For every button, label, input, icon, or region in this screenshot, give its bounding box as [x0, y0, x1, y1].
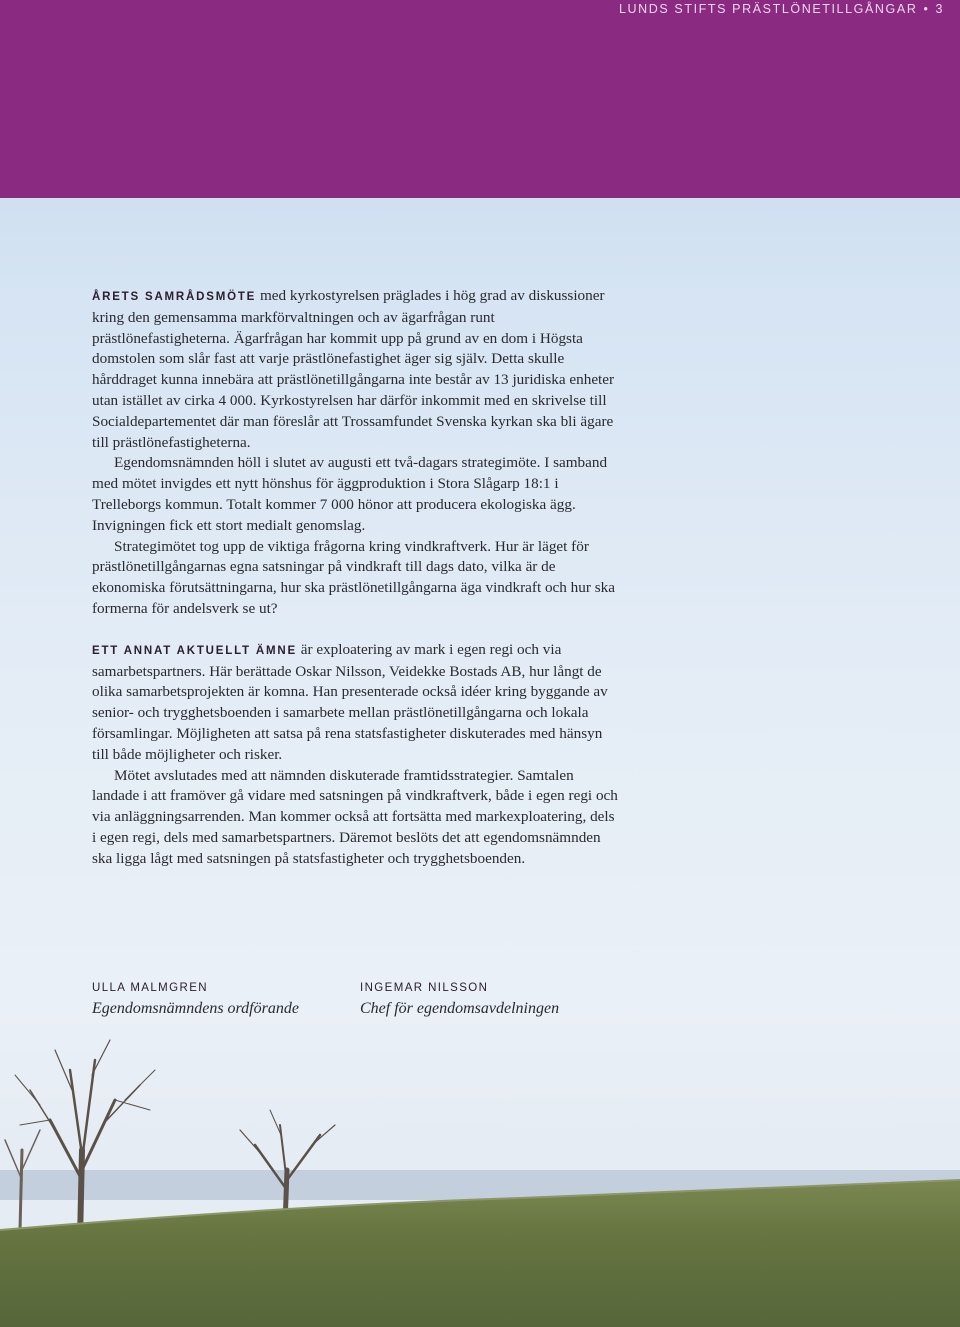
signature-role: Egendomsnämndens ordförande: [92, 1000, 299, 1017]
header-separator: •: [923, 2, 930, 16]
section-gap: [92, 620, 622, 640]
signature-block: [92, 982, 299, 1018]
signature-role: Chef för egendomsavdelningen: [360, 1000, 560, 1017]
publication-title: LUNDS STIFTS PRÄSTLÖNETILLGÅNGAR: [618, 2, 918, 16]
paragraph: Strategimötet tog upp de viktiga frågorna kring vindkraftverk. Hur är läget för prästlönetillgångarnas egna satsningar på vindkraft till dags dato, vilka är de ekonomiska förutsättningarna, hur ska prästlönetillgångarna äga vindkraft och hur ska formerna för andelsverk se ut?: [92, 537, 615, 617]
section-lead-heading: ÅRETS SAMRÅDSMÖTE: [92, 291, 257, 303]
section-lead-heading: ETT ANNAT AKTUELLT ÄMNE: [92, 644, 297, 657]
signature-name: ULLA MALMGREN: [92, 982, 208, 994]
paragraph: [92, 286, 622, 453]
paragraph: [92, 640, 622, 766]
paragraph: Mötet avslutades med att nämnden diskuterade framtidsstrategier. Samtalen landade i att framöver gå vidare med satsningen på vindkraftverk, både i egen regi och via anläggningsarrenden. Man kommer också att fortsätta med markexploatering, dels i egen regi, dels med samarbetspartners. Däremot beslöts det att egendomsnämnden ska ligga lågt med satsningen på statsfastigheter och trygghetsboenden.: [92, 766, 618, 867]
paragraph-text: med kyrkostyrelsen präglades i hög grad av diskussioner kring den gemensamma markförvaltningen och av ägarfrågan runt prästlönefastigheterna. Ägarfrågan har kommit upp på grund av en dom i Högsta domstolen som slår fast att varje prästlönefastighet äger sig själv. Detta skulle hårddraget kunna innebära att prästlönetillgångarna inte består av 13 juridiska enheter utan istället av cirka 4 000. Kyrkostyrelsen har därför inkommit med en skrivelse till Socialdepartementet där man föreslår att Trossamfundet Svenska kyrkan ska bli ägare till prästlönefastigheterna.: [92, 287, 615, 451]
page-number: 3: [935, 2, 944, 16]
signature-name: INGEMAR NILSSON: [360, 982, 489, 994]
grass-field: [0, 1180, 960, 1327]
paragraph-text: är exploatering av mark i egen regi och via samarbetspartners. Här berättade Oskar Nilsson, Veidekke Bostads AB, hur långt de olika samarbetsprojekten är komna. Han presenterade också idéer kring byggande av senior- och trygghetsboenden i samarbete mellan prästlönetillgångarna och lokala församlingar. Möjligheten att satsa på rena statsfastigheter diskuterades med hänsyn till både möjligheter och risker.: [92, 640, 608, 763]
running-header: [619, 2, 944, 16]
paragraph: Egendomsnämnden höll i slutet av augusti ett två-dagars strategimöte. I samband med mötet invigdes ett nytt hönshus för äggproduktion i Stora Slågarp 18:1 i Trelleborgs kommun. Totalt kommer 7 000 hönor att producera ekologiska ägg. Invigningen fick ett stort medialt genomslag.: [92, 454, 608, 534]
landscape-photo: [0, 1030, 960, 1327]
purple-header-band: [0, 0, 960, 198]
signature-block: [360, 982, 559, 1018]
article-body: [92, 286, 622, 870]
